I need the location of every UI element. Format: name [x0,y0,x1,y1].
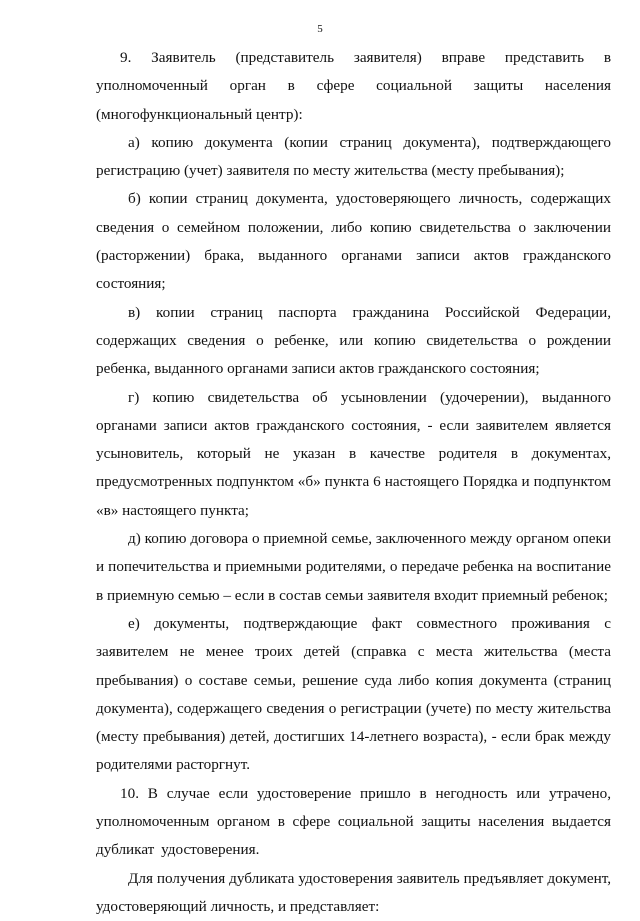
document-body [96,44,611,921]
paragraph-9-item-e: е) документы, подтверждающие факт совместного проживания с заявителем не менее троих детей (справка с места жительства (места пребывания) о составе семьи, решение суда либо копия документа (страниц документа), содержащего сведения о регистрации (учете) по месту жительства (месту пребывания) детей, достигших 14-летнего возраста), - если брак между родителями расторгнут. [96,614,611,774]
paragraph-9-item-g: г) копию свидетельства об усыновлении (удочерении), выданного органами записи актов гражданского состояния, - если заявителем является усыновитель, который не указан в качестве родителя в документах, предусмотренных подпунктом «б» пункта 6 настоящего Порядка и подпунктом «в» настоящего пункта; [96,388,611,519]
paragraph-9-item-d: д) копию договора о приемной семье, заключенного между органом опеки и попечительства и приемными родителями, о передаче ребенка на воспитание в приемную семью – если в состав семьи заявителя входит приемный ребенок; [96,530,611,604]
page-number: 5 [317,23,323,35]
paragraph-9: 9. Заявитель (представитель заявителя) вправе представить в уполномоченный орган в сфере социальной защиты населения (многофункциональный центр): [96,49,611,123]
paragraph-10: 10. В случае если удостоверение пришло в негодность или утрачено, уполномоченным органом в сфере социальной защиты населения выдается дубликат удостоверения. [96,784,611,859]
paragraph-10-continued: Для получения дубликата удостоверения заявитель предъявляет документ, удостоверяющий личность, и представляет: [96,869,611,915]
paragraph-9-item-v: в) копии страниц паспорта гражданина Российской Федерации, содержащих сведения о ребенке, или копию свидетельства о рождении ребенка, выданного органами записи актов гражданского состояния; [96,303,611,378]
paragraph-9-item-b: б) копии страниц документа, удостоверяющего личность, содержащих сведения о семейном положении, либо копию свидетельства о заключении (расторжении) брака, выданного органами записи актов гражданского состояния; [96,190,611,293]
paragraph-9-item-a: а) копию документа (копии страниц документа), подтверждающего регистрацию (учет) заявителя по месту жительства (месту пребывания); [96,133,611,180]
